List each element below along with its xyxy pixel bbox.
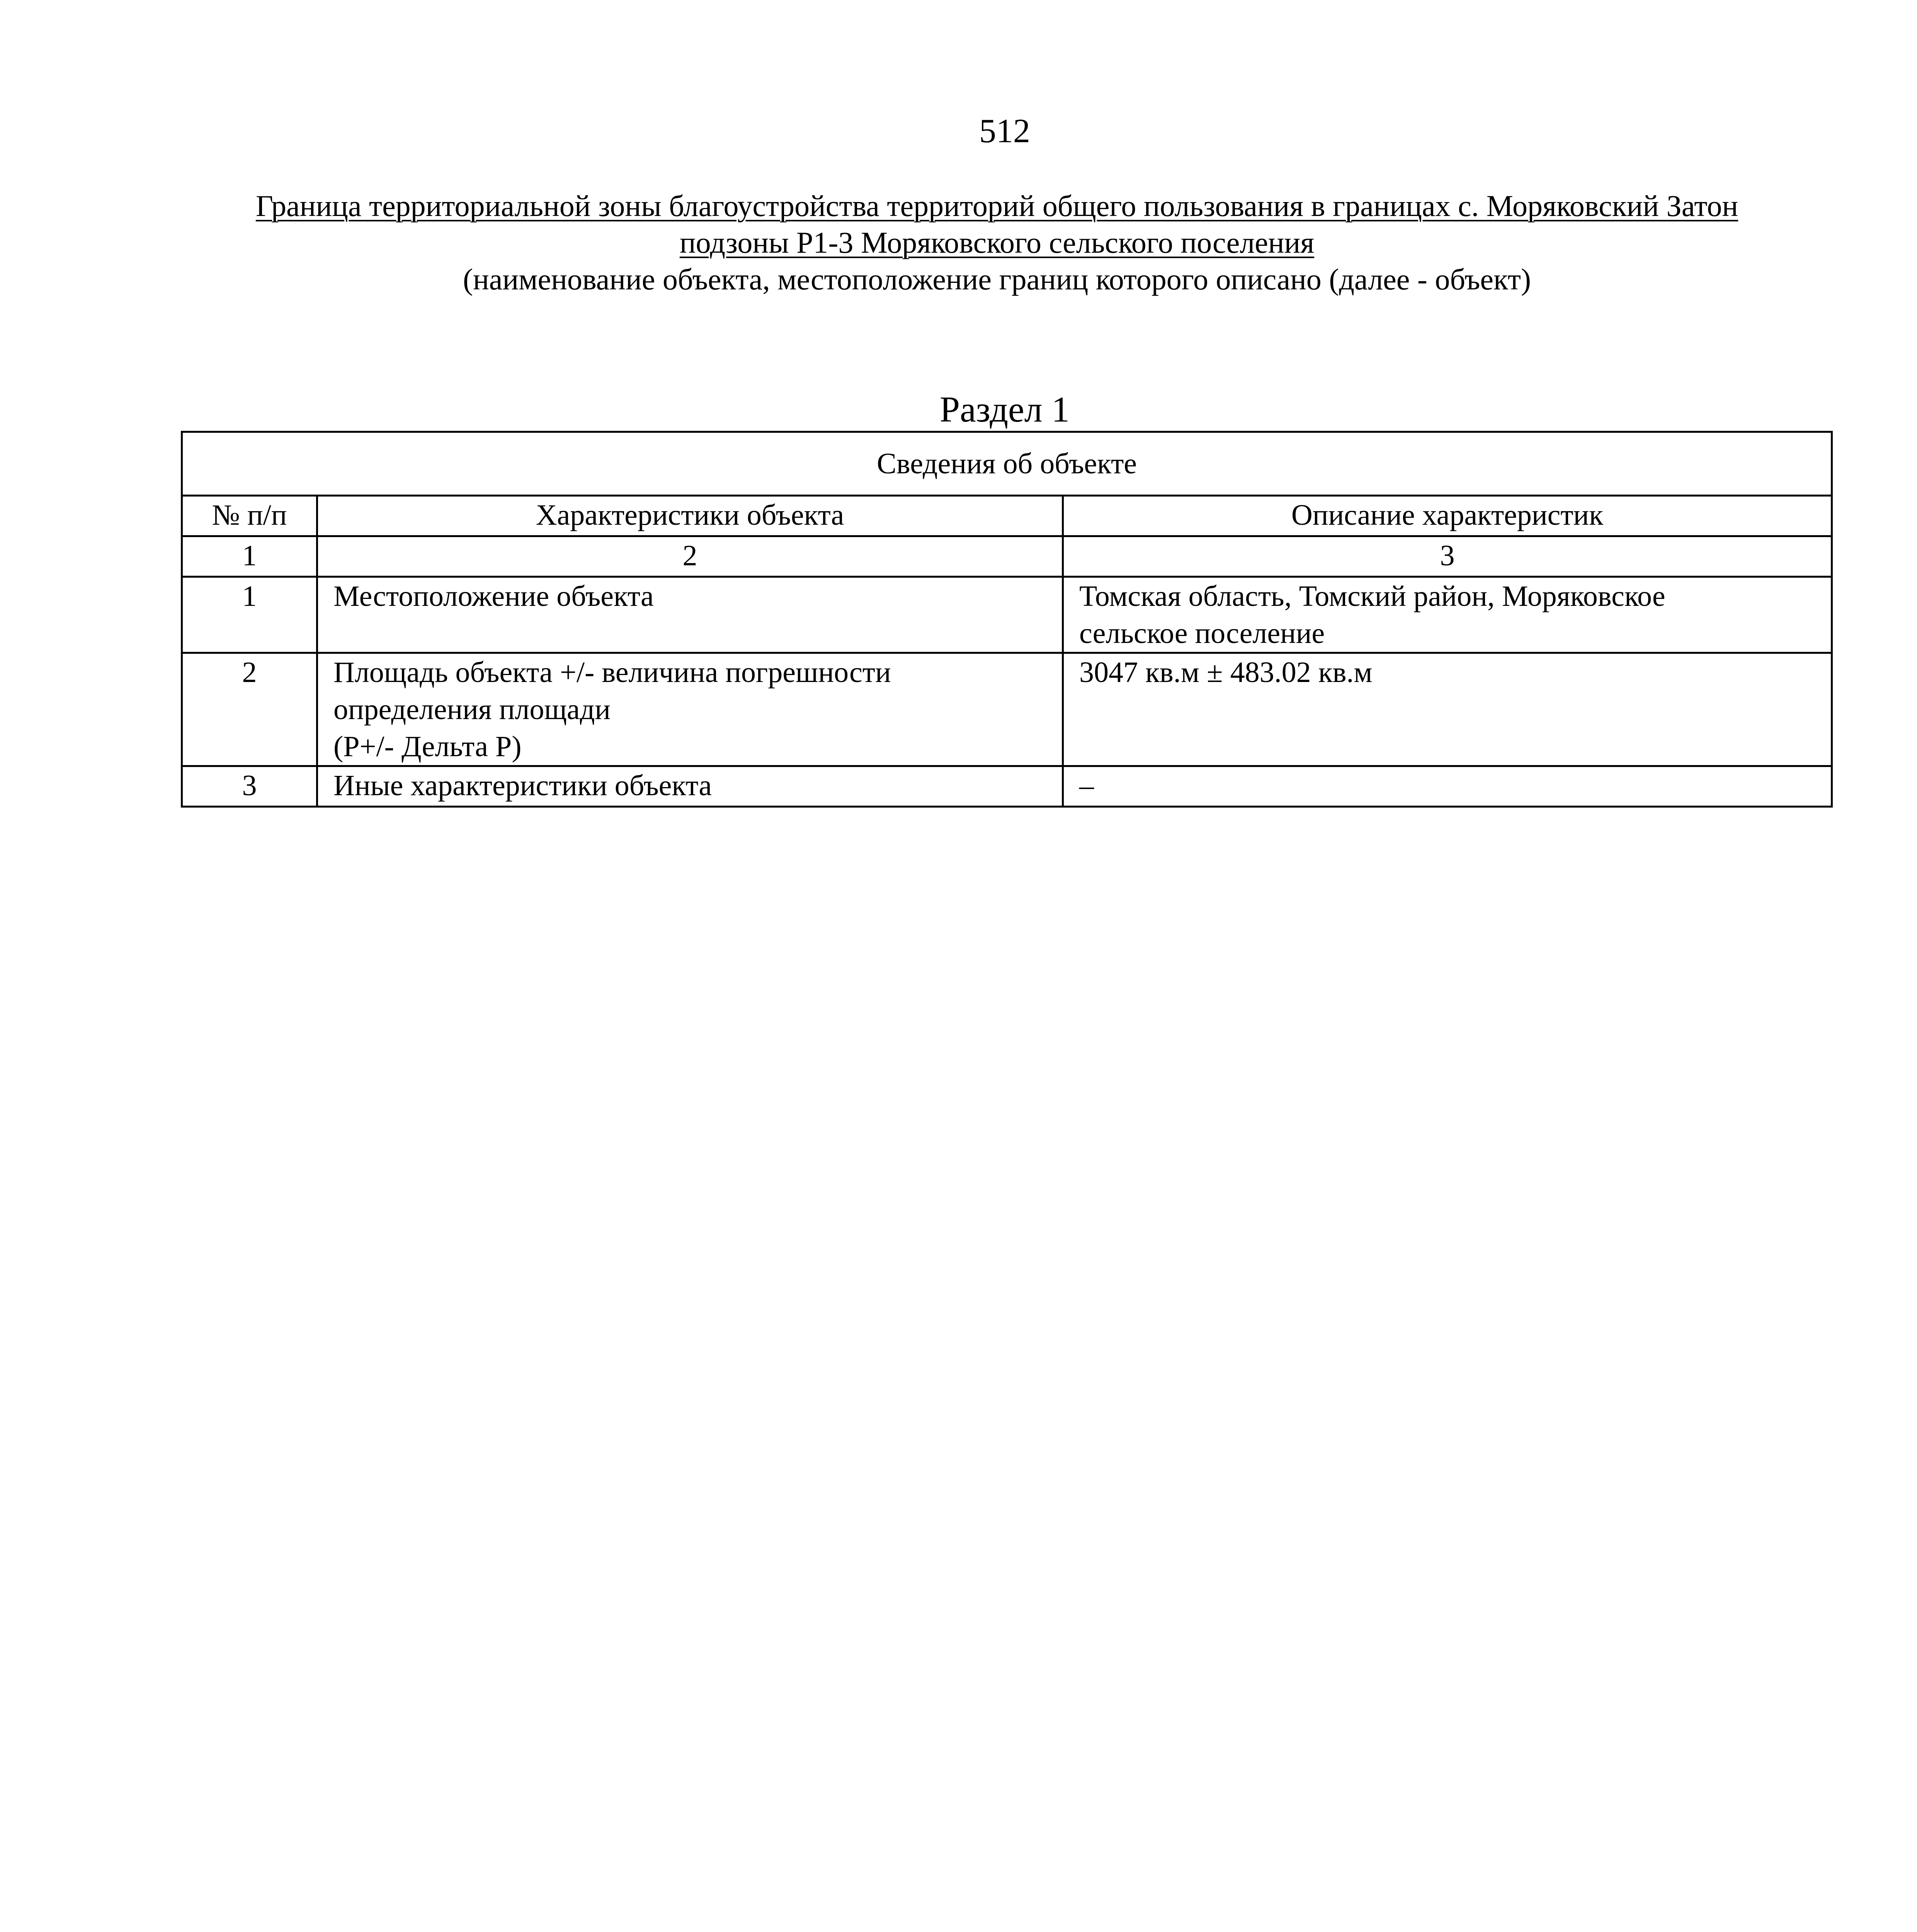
- title-caption: (наименование объекта, местоположение границ которого описано (далее - объект): [463, 262, 1531, 296]
- header-number: № п/п: [182, 496, 317, 536]
- header-description: Описание характеристик: [1063, 496, 1832, 536]
- characteristic-line: Площадь объекта +/- величина погрешности: [333, 656, 891, 689]
- row-characteristic: Иные характеристики объекта: [317, 766, 1063, 807]
- row-description: [1063, 577, 1832, 653]
- row-number: 3: [182, 766, 317, 807]
- row-characteristic: [317, 653, 1063, 766]
- section-title: Раздел 1: [939, 389, 1070, 430]
- description-line: Томская область, Томский район, Моряковское: [1079, 580, 1665, 612]
- title-line-1: Граница территориальной зоны благоустройства территорий общего пользования в границах с. Моряковский Затон: [255, 189, 1738, 223]
- title-line-2: подзоны Р1-3 Моряковского сельского поселения: [679, 226, 1315, 259]
- table-row: [182, 653, 1832, 766]
- characteristic-line: определения площади: [333, 693, 611, 726]
- row-number: 2: [182, 653, 317, 766]
- object-info-table: [181, 431, 1833, 808]
- row-description: 3047 кв.м ± 483.02 кв.м: [1063, 653, 1832, 766]
- column-number-1: 1: [182, 536, 317, 577]
- table-caption-row: [182, 432, 1832, 496]
- column-number-2: 2: [317, 536, 1063, 577]
- description-line: сельское поселение: [1079, 617, 1325, 650]
- characteristic-line: (Р+/- Дельта Р): [333, 730, 522, 763]
- row-description: –: [1063, 766, 1832, 807]
- column-number-3: 3: [1063, 536, 1832, 577]
- row-characteristic: Местоположение объекта: [317, 577, 1063, 653]
- table-row: [182, 577, 1832, 653]
- header-characteristics: Характеристики объекта: [317, 496, 1063, 536]
- table-row: [182, 766, 1832, 807]
- row-number: 1: [182, 577, 317, 653]
- table-column-number-row: [182, 536, 1832, 577]
- page-number: 512: [979, 112, 1030, 150]
- document-title: [162, 187, 1832, 298]
- table-caption: Сведения об объекте: [182, 432, 1832, 496]
- table-header-row: [182, 496, 1832, 536]
